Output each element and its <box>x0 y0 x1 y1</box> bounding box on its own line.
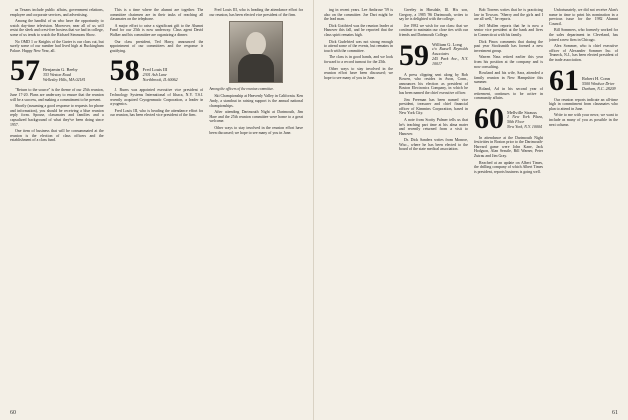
address-line-2: 245 Park Ave., N.Y. 10017 <box>432 55 468 66</box>
class-secretary-address <box>582 77 616 93</box>
paragraph: Shortly (assuming a good response to requests for phone and information), you should be receiving a blue reunion reply form. Spouse, classmates and families and a capsulized background of what they've been doing since 1957. <box>10 104 104 127</box>
address-line-1: 2301 Ash Lane <box>142 71 167 77</box>
paragraph: Ski Championship at Heavenly Valley in California. Ken Andy, a standout in raising support is the annual national championships. <box>209 94 304 108</box>
left-columns <box>10 8 303 406</box>
paragraph: Dick Pinox comments that during the past year Stocksmith has formed a new investment group. <box>474 39 543 53</box>
class-number: 60 <box>474 101 504 135</box>
address-line-1: 353 Weston Road <box>43 71 71 77</box>
right-columns <box>324 8 618 406</box>
secretary-name: William G. Long <box>432 41 462 47</box>
address-line-1: 1 New York Plaza, 50th Floor <box>507 114 543 125</box>
paragraph: A major effort to raise a significant gift to the Alumni Fund for our 25th is now underway. Class agent David Walker and his committee are organizing a dinner. <box>109 23 204 37</box>
paragraph: No OMD 1 or Knights of the Garter is our class cut, but surely some of our number had lived high at Buckingham Palace. Happy New Year, all. <box>10 39 104 53</box>
paragraph: ing in recent years. Lee Ambrose '59 is also on the committee. Joe Dart might be the lead man. <box>324 8 393 22</box>
class-entry-61 <box>549 63 618 97</box>
class-number: 58 <box>109 54 140 88</box>
secretary-name: Robert H. Conn <box>582 76 610 82</box>
page-number-right: 61 <box>612 410 618 416</box>
paragraph: Rowland and his wife, Sara, attended a family reunion in New Hampshire this summer. <box>474 71 543 85</box>
paragraph: The class is in good hands, and we look forward to a record turnout for the 25th. <box>324 55 393 64</box>
paragraph: This is a time where the alumni are together. The committee chairmen are in their tasks of reaching all classmates on the telephone. <box>109 8 204 22</box>
right-page <box>314 0 628 420</box>
column-3 <box>209 8 303 406</box>
paragraph: Other ways to stay involved in the reunion effort have been discussed; we hope to see many of you in June. <box>324 66 393 80</box>
paragraph: Bob Torrens writes that he is practicing law in Towson. "Sherry and the girls and I are all well," he reports. <box>474 8 543 22</box>
paragraph: Alex Sommer, who is chief executive officer of Alexander Sommer Inc. of Teaneck, N.J., has been elected president of the trade association. <box>549 44 618 62</box>
class-entry-58 <box>109 54 204 88</box>
class-secretary-address <box>507 111 543 132</box>
address-line-2: New York, N.Y. 10004 <box>507 123 542 129</box>
class-number: 61 <box>549 63 579 97</box>
paragraph: Joe 1982 we wish for our class: that we continue to maintain our close ties with our friends and Dartmouth College. <box>399 23 468 37</box>
paragraph: A note from Scotty Palmer tells us that he's teaching part time at his alma mater and recently returned from a visit to Hanover. <box>399 117 468 136</box>
class-entry-59 <box>399 38 468 72</box>
address-line-2: Wellesley Hills, MA 02181 <box>43 76 86 82</box>
address-line-2: Durham, N.C. 28209 <box>582 85 616 91</box>
paragraph: A press clipping sent along by Bob Bowen, who resides in Avon, Conn., announces his election as president of Boston Electronics Company, in which he has been named the chief executive officer. <box>399 72 468 95</box>
photo-head-shape <box>246 32 266 56</box>
paragraph: One item of business that will be consummated at the reunion is the election of class officers and the establishment of a class fund. <box>10 129 104 143</box>
column-5 <box>399 8 468 406</box>
class-entry-60 <box>474 101 543 135</box>
column-4 <box>324 8 393 406</box>
classmate-photo <box>229 21 283 83</box>
class-secretary-address <box>143 68 178 84</box>
photo-caption: Among the officers of the reunion committee. <box>209 87 274 92</box>
secretary-name: Mellville Strauss <box>507 109 537 115</box>
paragraph: Jim Freeman has been named vice president, treasurer and chief financial officer of Kimmins Corporation, based in New York City. <box>399 97 468 116</box>
address-line-1: c/o Russell Reynolds Associates <box>432 46 468 57</box>
paragraph: Bill Sommers, who formerly worked for the sales department in Cleveland, has joined a new firm in Chicago. <box>549 28 618 42</box>
paragraph: Unfortunately, we did not receive Alan's name in time to print his nomination in a previous issue for the 1982 Alumni Council. <box>549 8 618 26</box>
address-line-2: Northbrook, IL 60062 <box>142 76 178 82</box>
paragraph: Fred Louis III, who is heading the attendance effort for our reunion, has been elected vice president of the firm. <box>109 108 204 118</box>
paragraph: Dr. Dick Sanders writes from Monroe, Wisc., where he has been elected to the board of the state medical association. <box>399 138 468 152</box>
paragraph: Warren Nass retired earlier this year from his position at the company and is now consulting. <box>474 55 543 69</box>
class-secretary-address <box>43 68 85 84</box>
paragraph: Fred Louis III, who is heading the attendance effort for our reunion, has been elected vice president of the firm. <box>209 8 304 17</box>
page-number-left: 60 <box>10 410 16 416</box>
class-number: 57 <box>10 54 40 88</box>
paragraph: as Texans include public affairs, government relations, employee and corporate services, and advertising. <box>10 8 104 17</box>
column-1 <box>10 8 104 406</box>
column-2 <box>110 8 204 406</box>
paragraph: "Return to the source" is the theme of our 25th reunion, June 17-20. Plans are underway to ensure that the reunion will be a success, and making a commitment to be present. <box>10 88 104 102</box>
paragraph: Write to me with your news; we want to include as many of you as possible in the next column. <box>549 113 618 127</box>
paragraph: Greeley in Hinsdale, Ill. His son, Gregory, a 1985 '86 Dartmouth, writes to say he is delighted with the college. <box>399 8 468 22</box>
photo-body-shape <box>238 54 274 82</box>
paragraph: Dick Gottfried was the reunion leader at Hanover this fall, and he reported that the class spirit remains high. <box>324 23 393 37</box>
address-line-1: 5500 Windsor Drive <box>582 80 615 86</box>
paragraph: Among the handful of us who have the opportunity to watch day-time television. Moreover, near all of us will resist the sleek and crest-free hostess that we had in college, some of us tends to watch the Richard Simmons Show. <box>10 19 104 37</box>
paragraph: Reached at an update on Albert Times, the drilling company of which Albert Times is president, reports business is going well. <box>474 160 543 174</box>
class-entry-57 <box>10 54 104 88</box>
paragraph: Our reunion reports indicate an all-time high in commitment from classmates who plan to attend in June. <box>549 97 618 111</box>
paragraph: J. Burns was appointed executive vice president of Technology Systems International of Ithaca, N.Y. T.S.I. recently acquired Cryogenmatic Corporation, a leader in cryogenics. <box>109 88 204 107</box>
column-6 <box>474 8 543 406</box>
secretary-name: Fred Louis III <box>142 66 168 72</box>
class-secretary-address <box>432 43 468 69</box>
paragraph: Jeff Mullen reports that he is now a senior vice president at the bank and lives in Connecticut with his family. <box>474 23 543 37</box>
paragraph: Other ways to stay involved in the reunion effort have been discussed; we hope to see many of you in June. <box>209 125 304 135</box>
class-number: 59 <box>399 38 429 72</box>
column-7 <box>549 8 618 406</box>
paragraph: In attendance at the Dartmouth Night festivities in Boston prior to the Dartmouth-Harvard game were John Kane, Jack Hodgson, Alan Seastle, Bill Warner, Peter Zutrau and Jim Gray. <box>474 135 543 159</box>
secretary-name: Benjamin G. Beeby <box>43 66 78 72</box>
paragraph: After attending Dartmouth Night at Dartmouth, Jim Hare and the 25th reunion committee were home to a great welcome. <box>209 110 304 124</box>
paragraph: Dick Gudefried was not strong enough to attend some of the events, but remains in touch with the committee. <box>324 39 393 53</box>
paragraph: Our class president, Ted Harry, announced the appointment of our committees and the response is gratifying. <box>109 39 204 53</box>
paragraph: Roland, Ad in his second year of retirement, continues to be active in community affairs. <box>474 86 543 101</box>
